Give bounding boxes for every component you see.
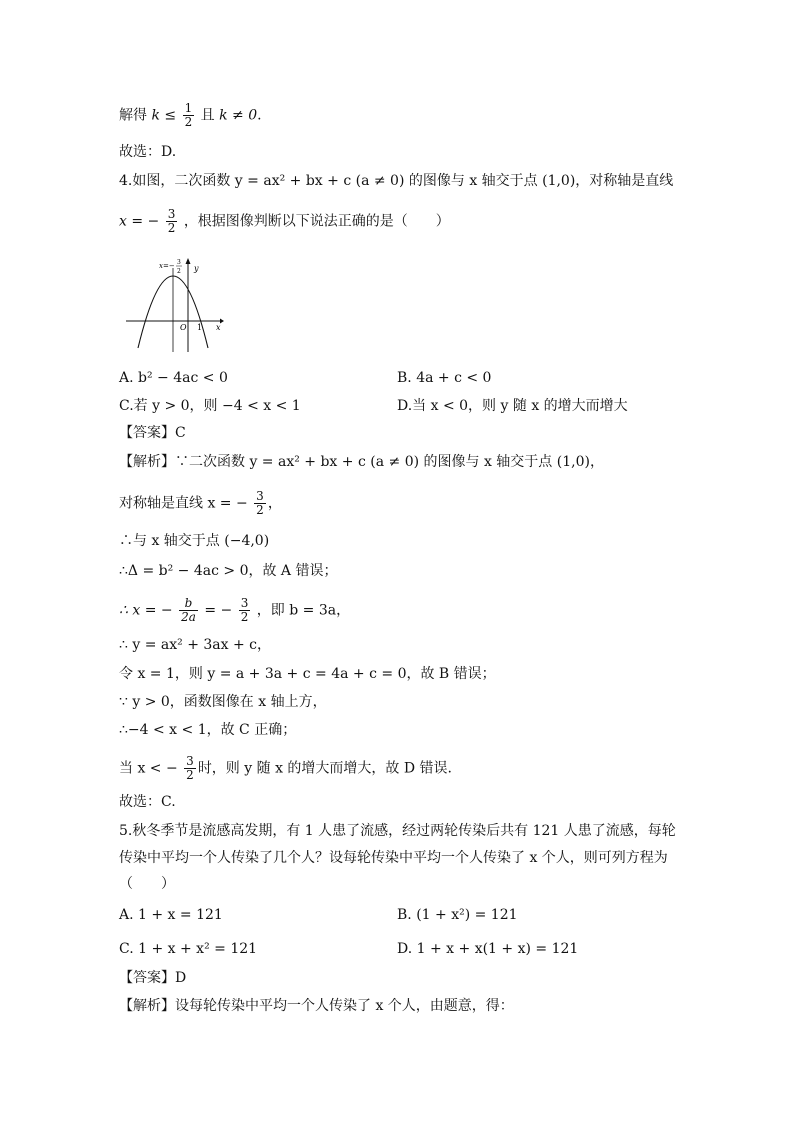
question-5-line-2: 传染中平均一个人传染了几个人？设每轮传染中平均一个人传染了 x 个人，则可列方程为 [119,850,668,866]
option-c-5: C. 1 + x + x² = 121 [119,941,258,957]
text: 解得 [119,107,147,124]
math-text: k ≠ 0 [219,107,258,124]
svg-text:2: 2 [177,268,181,275]
option-c: C.若 y > 0，则 −4 < x < 1 [119,398,301,414]
fraction: $\frac{3}{2}$ [167,207,176,235]
option-b: B. 4a + c < 0 [397,370,492,386]
fraction: $\frac{1}{2}$ [184,101,193,129]
analysis-line-4: ∴Δ = b² − 4ac > 0，故 A 错误； [119,563,338,579]
analysis-line-9: ∴−4 < x < 1，故 C 正确； [119,722,297,738]
text: 且 [200,107,215,124]
analysis-line-3: ∴与 x 轴交于点 (−4,0) [119,533,270,549]
analysis-line-6: ∴ y = ax² + 3ax + c， [119,637,272,653]
question-5-line-1: 5.秋冬季节是流感高发期，有 1 人患了流感，经过两轮传染后共有 121 人患了流感，每轮 [119,823,676,839]
option-d-5: D. 1 + x + x(1 + x) = 121 [397,941,579,957]
x-axis-label: x [216,323,221,332]
option-d: D.当 x < 0，则 y 随 x 的增大而增大 [397,398,628,414]
analysis-line-10: 当 x < − $\frac{3}{2}$ 时，则 y 随 x 的增大而增大，故 D 错误. [119,754,452,782]
fraction: $\frac{b}{2a}$ [181,596,196,624]
question-4-line-1: 4.如图，二次函数 y = ax² + bx + c (a ≠ 0) 的图像与 x 轴交于点 (1,0)，对称轴是直线 [119,173,674,189]
answer-label: 【答案】C [119,425,186,441]
analysis-conclusion: 故选：C. [119,794,176,810]
symmetry-axis-label: x=− [159,262,175,270]
y-axis-label: y [194,264,199,273]
option-a-5: A. 1 + x = 121 [119,907,223,923]
analysis-5-line-1: 【解析】设每轮传染中平均一个人传染了 x 个人，由题意，得： [119,998,514,1014]
fraction: $\frac{3}{2}$ [240,596,249,624]
analysis-line-1: 【解析】∵二次函数 y = ax² + bx + c (a ≠ 0) 的图像与 x 轴交于点 (1,0)， [119,454,604,470]
question-5-line-3: （ ） [119,876,175,892]
question-4-line-2: x = − $\frac{3}{2}$ ，根据图像判断以下说法正确的是（ ） [119,207,450,235]
parabola-graph [124,254,224,354]
origin-label: O [180,323,187,332]
solution-conclusion-line: 解得 k ≤ $\frac{1}{2}$ 且 k ≠ 0. [119,101,262,129]
option-b-5: B. (1 + x²) = 121 [397,907,518,923]
analysis-line-5: ∴ x = − $\frac{b}{2a}$ = − $\frac{3}{2}$ ，即 b = 3a， [119,596,351,624]
svg-text:3: 3 [177,259,181,266]
analysis-line-2: 对称轴是直线 x = − $\frac{3}{2}$ ， [119,489,282,517]
analysis-line-8: ∵ y > 0，函数图像在 x 轴上方， [119,694,327,710]
answer-choice-line: 故选：D. [119,144,177,160]
option-a: A. b² − 4ac < 0 [119,370,228,386]
fraction: $\frac{3}{2}$ [186,754,194,782]
analysis-line-7: 令 x = 1，则 y = a + 3a + c = 4a + c = 0，故 B 错误； [119,666,496,682]
tick-label-one: 1 [197,323,203,332]
math-text: k ≤ [151,107,177,124]
fraction: $\frac{3}{2}$ [256,489,264,517]
answer-label-5: 【答案】D [119,970,187,986]
